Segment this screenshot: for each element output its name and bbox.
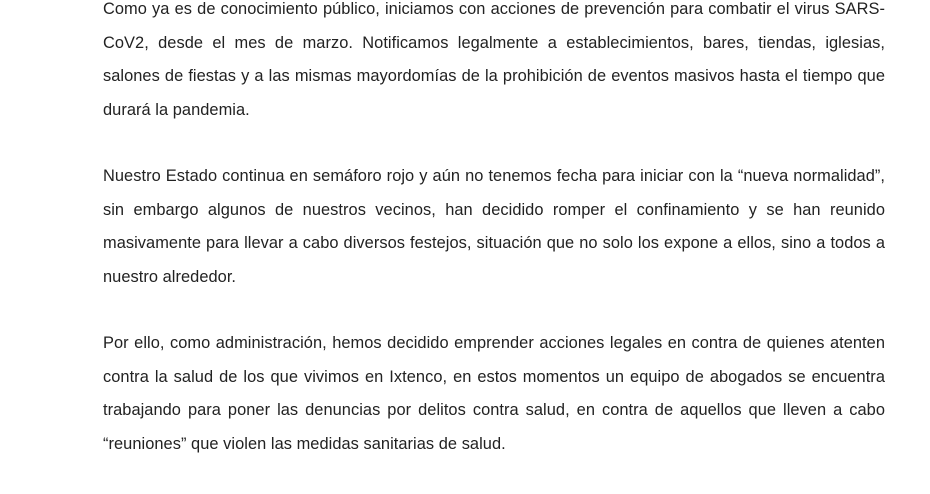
paragraph-red-traffic-light: Nuestro Estado continua en semáforo rojo y aún no tenemos fecha para iniciar con la “nueva normalidad”, sin embargo algunos de nuestros vecinos, han decidido romper el confinamiento y se han reunido masivamente para llevar a cabo diversos festejos, situación que no solo los expone a ellos, sino a todos a nuestro alrededor. bbox=[103, 167, 885, 286]
paragraph-prevention-actions: Como ya es de conocimiento público, iniciamos con acciones de prevención para combatir el virus SARS-CoV2, desde el mes de marzo. Notificamos legalmente a establecimientos, bares, tiendas, iglesias, salones de fiestas y a las mismas mayordomías de la prohibición de eventos masivos hasta el tiempo que durará la pandemia. bbox=[103, 0, 885, 119]
paragraph-legal-actions: Por ello, como administración, hemos decidido emprender acciones legales en contra de quienes atenten contra la salud de los que vivimos en Ixtenco, en estos momentos un equipo de abogados se encuentra trabajando para poner las denuncias por delitos contra salud, en contra de aquellos que lleven a cabo “reuniones” que violen las medidas sanitarias de salud. bbox=[103, 334, 885, 453]
document-body bbox=[103, 0, 885, 494]
